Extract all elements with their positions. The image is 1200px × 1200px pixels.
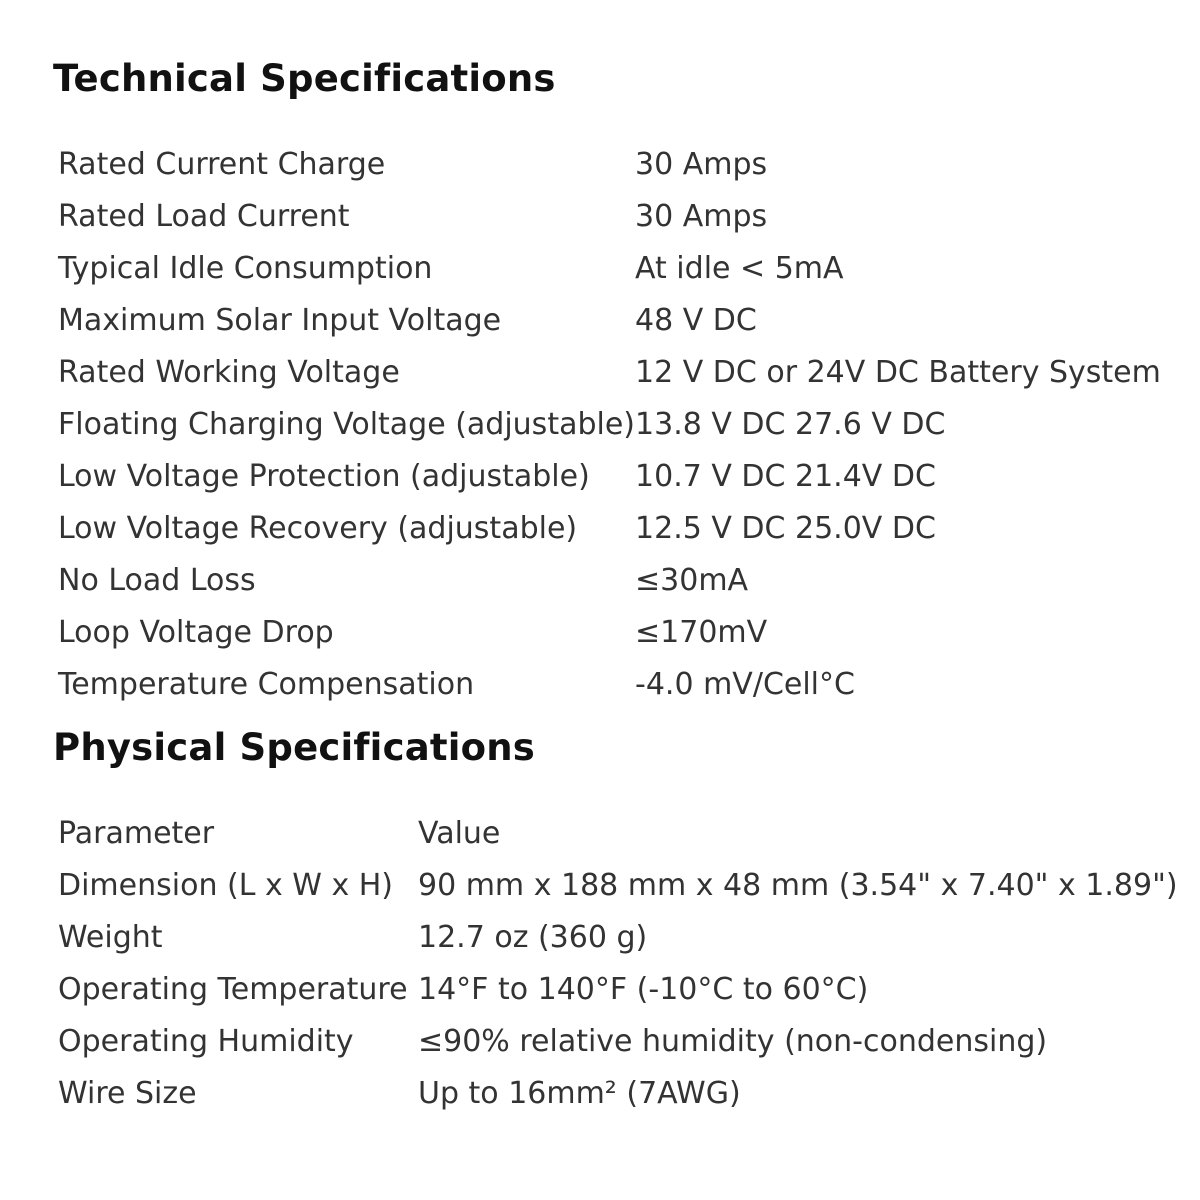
spec-value: 30 Amps <box>635 199 768 234</box>
spec-value: 12 V DC or 24V DC Battery System <box>635 355 1161 390</box>
table-row <box>58 503 1161 555</box>
spec-label: No Load Loss <box>58 563 256 598</box>
column-header-parameter: Parameter <box>58 816 215 851</box>
table-row <box>58 1016 1178 1068</box>
spec-value: 12.5 V DC 25.0V DC <box>635 511 936 546</box>
spec-value: ≤170mV <box>635 615 768 650</box>
spec-label: Loop Voltage Drop <box>58 615 334 650</box>
spec-value: 14°F to 140°F (-10°C to 60°C) <box>418 972 869 1007</box>
spec-label: Maximum Solar Input Voltage <box>58 303 502 338</box>
technical-specifications-table <box>58 139 1161 711</box>
table-row <box>58 860 1178 912</box>
spec-label: Floating Charging Voltage (adjustable) <box>58 407 636 442</box>
spec-label: Weight <box>58 920 163 955</box>
spec-value: Up to 16mm² (7AWG) <box>418 1076 741 1111</box>
table-row <box>58 659 1161 711</box>
table-row <box>58 451 1161 503</box>
table-row <box>58 912 1178 964</box>
spec-label: Dimension (L x W x H) <box>58 868 393 903</box>
table-row <box>58 607 1161 659</box>
table-row <box>58 191 1161 243</box>
technical-specifications-heading: Technical Specifications <box>53 57 556 100</box>
table-row <box>58 347 1161 399</box>
table-row <box>58 399 1161 451</box>
physical-specifications-heading: Physical Specifications <box>53 726 536 769</box>
spec-value: ≤90% relative humidity (non-condensing) <box>418 1024 1048 1059</box>
column-header-value: Value <box>418 816 501 851</box>
table-row <box>58 243 1161 295</box>
spec-value: 48 V DC <box>635 303 757 338</box>
spec-label: Wire Size <box>58 1076 197 1111</box>
table-row <box>58 1068 1178 1120</box>
spec-value: 10.7 V DC 21.4V DC <box>635 459 936 494</box>
physical-specifications-table <box>58 808 1178 1120</box>
spec-label: Temperature Compensation <box>58 667 475 702</box>
spec-value: At idle < 5mA <box>635 251 844 286</box>
spec-label: Typical Idle Consumption <box>58 251 433 286</box>
spec-value: 12.7 oz (360 g) <box>418 920 648 955</box>
table-row <box>58 295 1161 347</box>
table-row <box>58 964 1178 1016</box>
spec-value: -4.0 mV/Cell°C <box>635 667 855 702</box>
spec-label: Rated Current Charge <box>58 147 386 182</box>
table-header-row <box>58 808 1178 860</box>
spec-label: Rated Working Voltage <box>58 355 400 390</box>
spec-value: 90 mm x 188 mm x 48 mm (3.54" x 7.40" x 1.89") <box>418 868 1178 903</box>
spec-label: Operating Humidity <box>58 1024 354 1059</box>
spec-value: 13.8 V DC 27.6 V DC <box>635 407 946 442</box>
spec-value: ≤30mA <box>635 563 749 598</box>
table-row <box>58 139 1161 191</box>
table-row <box>58 555 1161 607</box>
spec-value: 30 Amps <box>635 147 768 182</box>
spec-label: Rated Load Current <box>58 199 350 234</box>
spec-label: Operating Temperature <box>58 972 408 1007</box>
spec-label: Low Voltage Recovery (adjustable) <box>58 511 578 546</box>
spec-label: Low Voltage Protection (adjustable) <box>58 459 590 494</box>
